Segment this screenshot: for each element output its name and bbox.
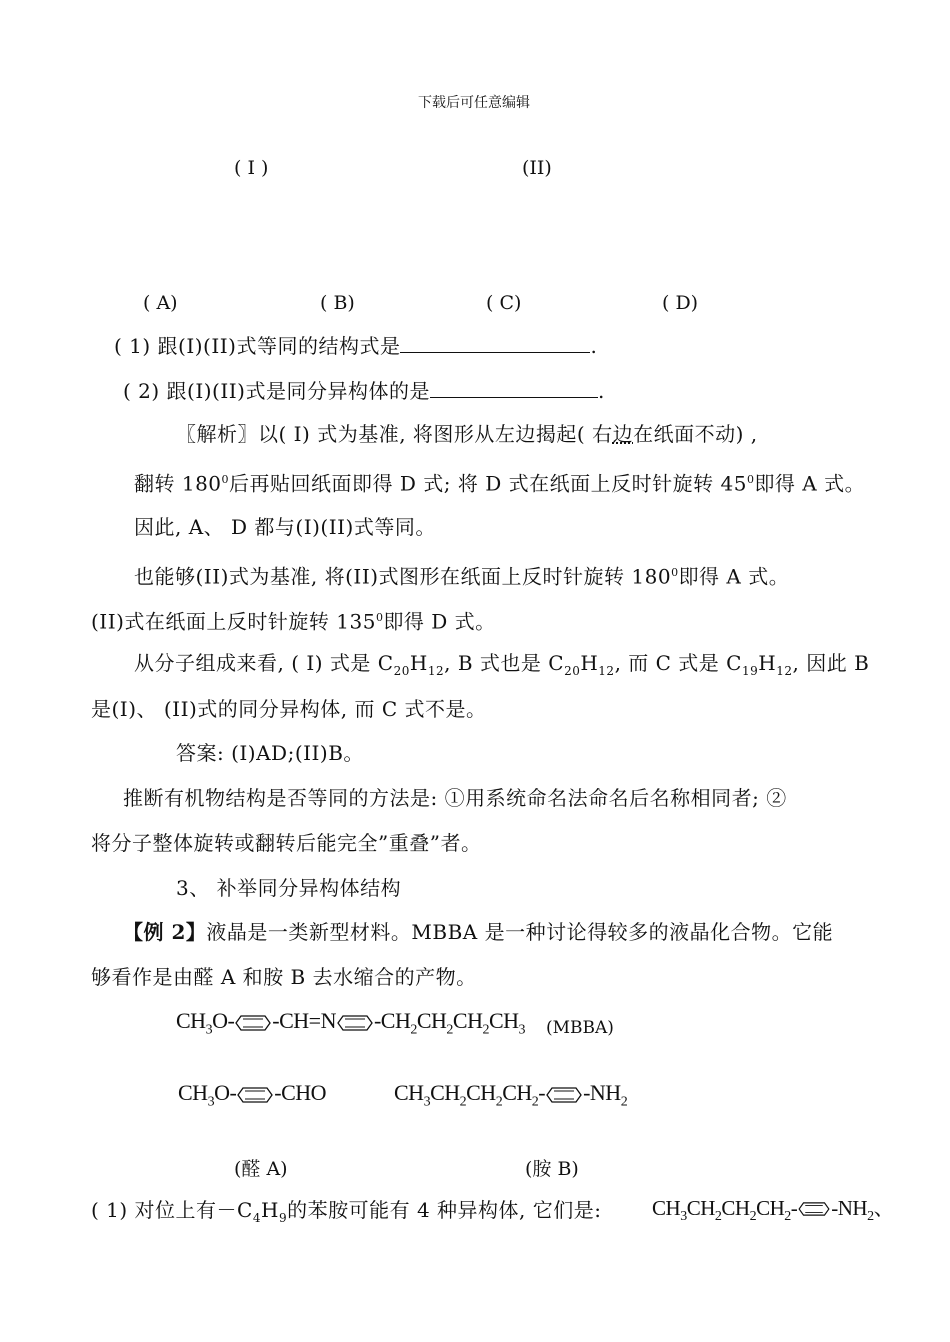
formula-sub: 2	[784, 1209, 791, 1225]
analysis-line-1	[176, 422, 758, 446]
analysis-line-2-b: 后再贴回纸面即得 D 式; 将 D 式在纸面上反时针旋转 45	[229, 471, 747, 496]
formula-text: -NH	[831, 1196, 868, 1220]
formula-sub: 19	[741, 664, 759, 678]
formula-text: -CH=N	[272, 1008, 336, 1033]
analysis-line-3: 因此, A、 D 都与(I)(II)式等同。	[134, 515, 436, 539]
analysis-line-2	[134, 468, 865, 496]
formula-text: CH	[430, 1080, 460, 1105]
formula-sub: 12	[776, 664, 793, 678]
analysis-line-5-b: 即得 D 式。	[383, 609, 496, 634]
formula-sub: 2	[495, 1094, 503, 1110]
formula-text: CH	[756, 1196, 785, 1220]
formula-sub: 2	[867, 1209, 874, 1225]
formula-sub: 12	[427, 664, 445, 678]
answer-line: 答案: (I)AD;(II)B。	[176, 741, 364, 765]
method-line-1: 推断有机物结构是否等同的方法是: ①用系统命名法命名后名称相同者; ②	[123, 786, 787, 810]
benzene-ring-icon	[546, 1087, 582, 1103]
answer-blank-2[interactable]	[430, 379, 598, 398]
amine-label: (胺 B)	[525, 1158, 579, 1180]
formula-sub: 4	[252, 1211, 261, 1225]
formula-text: H	[758, 651, 777, 675]
example-2-tag: 【例 2】	[123, 920, 207, 944]
formula-text: CH	[502, 1080, 532, 1105]
formula-text: CH	[416, 1008, 447, 1033]
formula-text: CH	[721, 1196, 750, 1220]
formula-text: , 因此 B	[792, 651, 870, 675]
analysis-line-1-mark: 边	[612, 422, 634, 446]
formula-text: H	[409, 651, 428, 675]
method-line-2: 将分子整体旋转或翻转后能完全”重叠”者。	[91, 831, 482, 855]
section-3-heading: 3、 补举同分异构体结构	[176, 876, 402, 900]
formula-sub: 2	[749, 1209, 757, 1225]
formula-text: CH	[652, 1196, 681, 1220]
formula-text: -NH	[583, 1080, 621, 1105]
mbba-formula	[176, 1008, 525, 1038]
formula-text: 、	[873, 1196, 895, 1220]
formula-text: CH	[394, 1080, 424, 1105]
example-2-line-1	[123, 920, 833, 944]
formula-sub: 3	[207, 1094, 215, 1110]
degree-sup: 0	[375, 611, 384, 624]
formula-text: , B 式也是 C	[444, 651, 565, 675]
degree-sup: 0	[221, 473, 230, 486]
benzene-ring-icon	[235, 1015, 271, 1031]
question-2	[123, 379, 605, 403]
formula-text: -CHO	[274, 1080, 327, 1105]
formula-sub: 2	[482, 1022, 489, 1038]
formula-sub: 2	[714, 1209, 722, 1225]
analysis-line-4-b: 即得 A 式。	[678, 564, 790, 589]
question-1	[114, 334, 597, 358]
example-2-line-2: 够看作是由醛 A 和胺 B 去水缩合的产物。	[91, 965, 477, 989]
formula-text: CH	[452, 1008, 483, 1033]
formula-text: CH	[176, 1008, 206, 1033]
option-D-label: ( D)	[662, 292, 699, 314]
formula-text: 的苯胺可能有 4 种异构体, 它们是:	[287, 1198, 602, 1222]
question-1-text: ( 1) 跟(I)(II)式等同的结构式是	[114, 334, 401, 358]
amine-b-formula	[394, 1080, 627, 1110]
formula-text: -	[538, 1080, 546, 1105]
analysis-line-4	[134, 561, 789, 589]
formula-text: O-	[212, 1008, 235, 1033]
analysis-line-2-a: 翻转 180	[134, 471, 222, 496]
analysis-line-7: 是(I)、 (II)式的同分异构体, 而 C 式不是。	[91, 697, 487, 721]
formula-sub: 20	[393, 664, 410, 678]
formula-text: -	[790, 1196, 798, 1220]
question-2-end: .	[597, 379, 605, 403]
analysis-line-1-pre: 〖解析〗以( I) 式为基准, 将图形从左边揭起( 右	[176, 422, 613, 446]
formula-sub: 2	[410, 1022, 417, 1038]
analysis-line-1-post: 在纸面不动) ,	[633, 422, 758, 446]
formula-sub: 2	[531, 1094, 539, 1110]
formula-sub: 9	[278, 1211, 288, 1225]
degree-sup: 0	[746, 473, 755, 486]
structure-label-II: (II)	[522, 157, 552, 179]
benzene-ring-icon	[237, 1087, 273, 1103]
page-header-note: 下载后可任意编辑	[418, 95, 530, 111]
option-C-label: ( C)	[486, 292, 522, 314]
formula-sub: 20	[564, 664, 581, 678]
aldehyde-a-formula	[178, 1080, 326, 1110]
answer-blank-1[interactable]	[400, 334, 590, 353]
formula-text: O-	[214, 1080, 237, 1105]
degree-sup: 0	[671, 566, 679, 579]
formula-sub: 2	[620, 1094, 628, 1110]
formula-text: CH	[686, 1196, 715, 1220]
formula-sub: 3	[205, 1022, 213, 1038]
last-line-amine-formula	[652, 1192, 894, 1225]
formula-sub: 3	[680, 1209, 687, 1225]
formula-text: 从分子组成来看, ( I) 式是 C	[134, 651, 394, 675]
analysis-line-4-a: 也能够(II)式为基准, 将(II)式图形在纸面上反时针旋转 180	[134, 564, 672, 589]
aldehyde-label: (醛 A)	[234, 1158, 288, 1180]
analysis-line-5	[91, 606, 496, 634]
structure-label-I: ( I )	[234, 157, 269, 179]
analysis-line-2-c: 即得 A 式。	[754, 471, 866, 496]
formula-text: CH	[466, 1080, 496, 1105]
analysis-line-6	[134, 651, 869, 683]
formula-text: -CH	[373, 1008, 411, 1033]
formula-text: CH	[178, 1080, 208, 1105]
example-2-text: 液晶是一类新型材料。MBBA 是一种讨论得较多的液晶化合物。它能	[206, 920, 834, 944]
formula-sub: 12	[598, 664, 615, 678]
formula-text: ( 1) 对位上有－C	[91, 1198, 253, 1222]
benzene-ring-icon	[337, 1015, 373, 1031]
formula-sub: 3	[423, 1094, 431, 1110]
question-2-text: ( 2) 跟(I)(II)式是同分异构体的是	[123, 379, 430, 403]
mbba-label: (MBBA)	[546, 1018, 614, 1038]
analysis-line-5-a: (II)式在纸面上反时针旋转 135	[91, 609, 376, 634]
formula-text: H	[580, 651, 599, 675]
formula-sub: 2	[446, 1022, 453, 1038]
formula-sub: 2	[459, 1094, 467, 1110]
formula-sub: 3	[518, 1022, 526, 1038]
benzene-ring-icon	[798, 1202, 830, 1218]
formula-text: H	[261, 1198, 279, 1222]
formula-text: CH	[488, 1008, 519, 1033]
option-A-label: ( A)	[143, 292, 178, 314]
question-1-end: .	[590, 334, 598, 358]
question-last-line	[91, 1198, 602, 1230]
option-B-label: ( B)	[320, 292, 355, 314]
formula-text: , 而 C 式是 C	[614, 651, 742, 675]
